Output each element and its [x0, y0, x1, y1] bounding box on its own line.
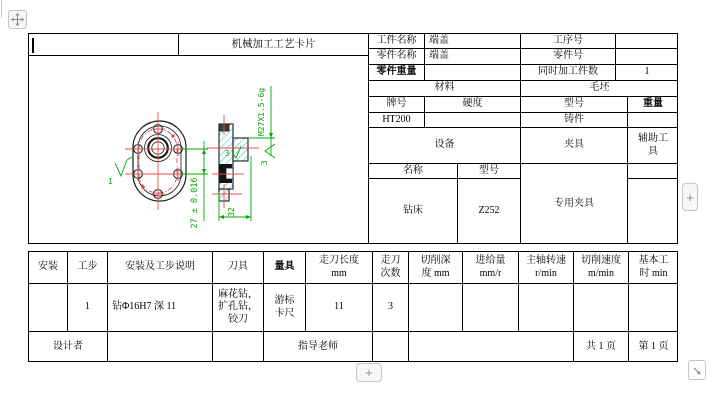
equipment-model-value[interactable]: Z252	[457, 178, 520, 244]
part-number-label[interactable]: 零件号	[520, 48, 615, 64]
row-feed-times[interactable]: 3	[372, 283, 408, 331]
header-spindle-speed[interactable]: 主轴转速 r/min	[518, 251, 573, 283]
height-dimension-label: 27 ± 0.016	[190, 177, 200, 229]
blank-weight-value[interactable]	[627, 112, 678, 127]
grade-label[interactable]: 牌号	[368, 96, 424, 112]
header-gauge[interactable]: 量具	[263, 251, 305, 283]
hardness-value[interactable]	[424, 112, 520, 127]
part-number-value[interactable]	[615, 48, 678, 64]
insert-column-button[interactable]: +	[682, 183, 698, 211]
part-drawing[interactable]	[28, 55, 368, 244]
material-header[interactable]: 材料	[368, 80, 520, 96]
table-resize-handle[interactable]	[688, 360, 706, 380]
workpiece-name-label[interactable]: 工件名称	[368, 33, 424, 48]
roughness-mark-3b: 3	[260, 160, 269, 165]
row-spindle-speed[interactable]	[518, 283, 573, 331]
roughness-mark-1: 1	[108, 177, 113, 186]
side-view	[207, 86, 275, 221]
blank-header[interactable]: 毛坯	[520, 80, 678, 96]
roughness-mark-3a: 3	[225, 149, 230, 158]
insert-row-button[interactable]: +	[356, 363, 382, 382]
text-cursor	[32, 38, 34, 53]
row-tool[interactable]: 麻花钻， 扩孔钻， 铰刀	[212, 283, 263, 331]
simultaneous-parts-value[interactable]: 1	[615, 64, 678, 80]
move-icon	[9, 10, 26, 29]
row-feed-length[interactable]: 11	[305, 283, 372, 331]
footer-blank-cell[interactable]	[212, 331, 263, 362]
header-cut-speed[interactable]: 切削速度 m/min	[573, 251, 628, 283]
hardness-label[interactable]: 硬度	[424, 96, 520, 112]
row-basic-time[interactable]	[628, 283, 678, 331]
header-feed-times[interactable]: 走刀 次数	[372, 251, 408, 283]
header-basic-time[interactable]: 基本工 时 min	[628, 251, 678, 283]
page-current[interactable]: 第 1 页	[628, 331, 678, 362]
instructor-label[interactable]: 指导老师	[263, 331, 372, 362]
grade-value[interactable]: HT200	[368, 112, 424, 127]
row-install[interactable]	[28, 283, 67, 331]
aux-tool-header[interactable]: 辅助工具	[627, 127, 678, 163]
thread-dimension-label: M27X1.5-6g	[257, 87, 266, 137]
pages-total[interactable]: 共 1 页	[573, 331, 628, 362]
equipment-model-label[interactable]: 型号	[457, 163, 520, 178]
blank-model-label[interactable]: 型号	[520, 96, 627, 112]
header-feed-length[interactable]: 走刀长度 mm	[305, 251, 372, 283]
row-step[interactable]: 1	[67, 283, 107, 331]
simultaneous-parts-label[interactable]: 同时加工件数	[520, 64, 615, 80]
part-name-value[interactable]: 端盖	[424, 48, 520, 64]
designer-label[interactable]: 设计者	[28, 331, 107, 362]
header-step[interactable]: 工步	[67, 251, 107, 283]
equipment-name-value[interactable]: 钻床	[368, 178, 457, 244]
part-weight-value[interactable]	[424, 64, 520, 80]
fixture-header[interactable]: 夹具	[520, 127, 627, 163]
part-weight-label[interactable]: 零件重量	[368, 64, 424, 80]
process-number-label[interactable]: 工序号	[520, 33, 615, 48]
row-gauge[interactable]: 游标卡尺	[263, 283, 305, 331]
caret-cell[interactable]	[28, 33, 178, 55]
equipment-header[interactable]: 设备	[368, 127, 520, 163]
part-drawing-svg	[29, 56, 368, 244]
footer-blank-cell-2[interactable]	[372, 331, 408, 362]
table-move-handle[interactable]	[8, 10, 27, 29]
fixture-value[interactable]: 专用夹具	[520, 163, 627, 244]
row-cut-depth[interactable]	[408, 283, 462, 331]
row-cut-speed[interactable]	[573, 283, 628, 331]
equipment-name-label[interactable]: 名称	[368, 163, 457, 178]
aux-tool-value[interactable]	[627, 178, 678, 244]
workpiece-name-value[interactable]: 端盖	[424, 33, 520, 48]
front-view	[108, 112, 208, 229]
designer-value[interactable]	[107, 331, 212, 362]
blank-weight-label[interactable]: 重量	[627, 96, 678, 112]
process-number-value[interactable]	[615, 33, 678, 48]
card-title[interactable]: 机械加工工艺卡片	[178, 33, 368, 55]
row-feed-rate[interactable]	[462, 283, 518, 331]
row-description[interactable]: 钻Φ16H7 深 11	[107, 283, 212, 331]
width-dimension-label: 32	[227, 207, 236, 217]
header-feed-rate[interactable]: 进给量 mm/r	[462, 251, 518, 283]
instructor-value[interactable]	[408, 331, 573, 362]
blank-model-value[interactable]: 铸件	[520, 112, 627, 127]
header-description[interactable]: 安装及工步说明	[107, 251, 212, 283]
part-name-label[interactable]: 零件名称	[368, 48, 424, 64]
aux-tool-cell-top[interactable]	[627, 163, 678, 178]
resize-diagonal-icon	[690, 363, 704, 377]
header-install[interactable]: 安装	[28, 251, 67, 283]
header-tool[interactable]: 刀具	[212, 251, 263, 283]
margin-crop-mark	[1, 0, 2, 18]
header-cut-depth[interactable]: 切削深 度 mm	[408, 251, 462, 283]
